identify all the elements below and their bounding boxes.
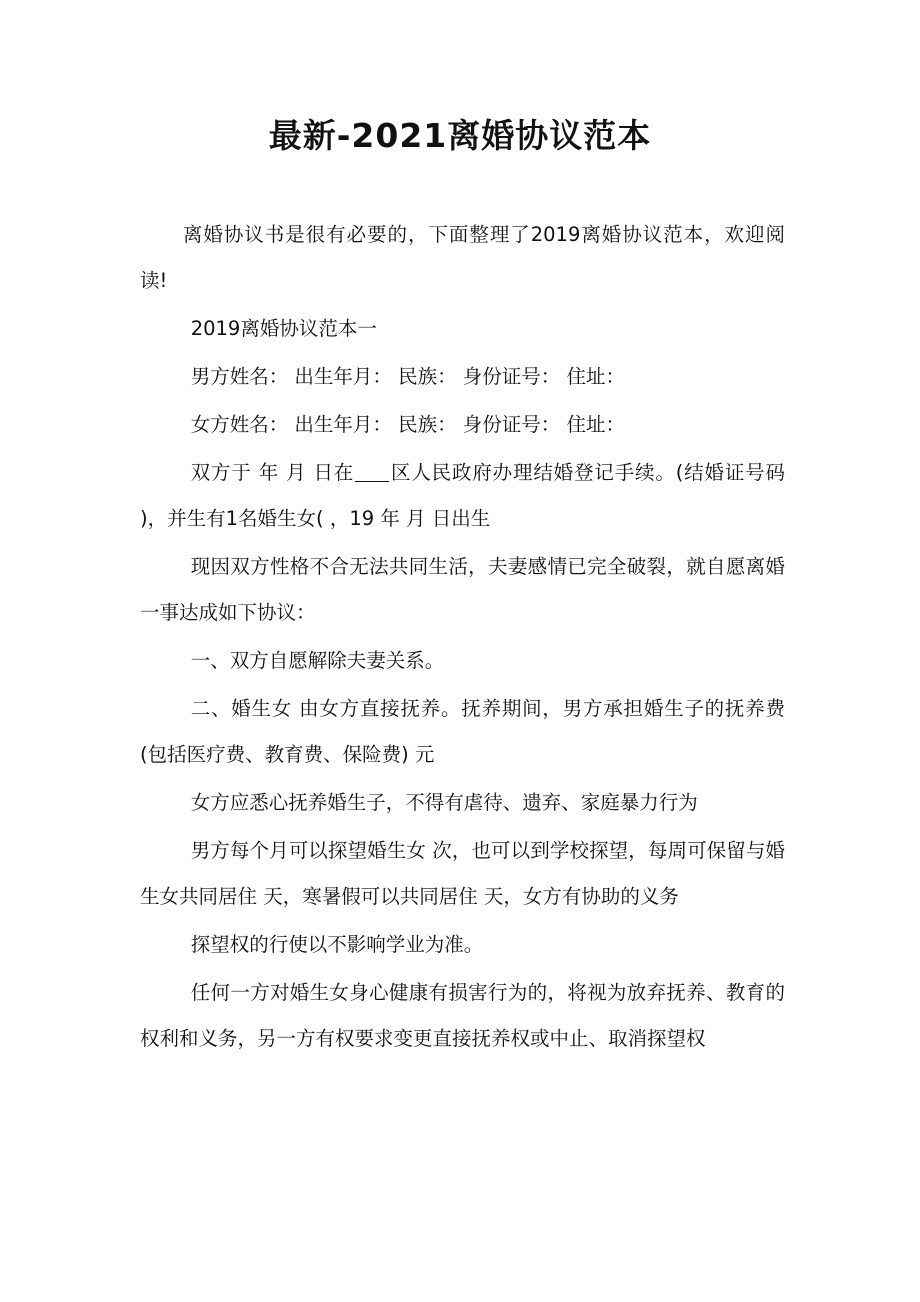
divorce-reason-paragraph: 现因双方性格不合无法共同生活，夫妻感情已完全破裂，就自愿离婚一事达成如下协议： <box>140 555 785 624</box>
husband-info-line: 男方姓名： 出生年月： 民族： 身份证号： 住址： <box>190 365 625 388</box>
marriage-date-prefix: 双方于 年 月 日在 <box>190 461 355 484</box>
section-heading: 2019离婚协议范本一 <box>190 317 377 340</box>
intro-paragraph: 离婚协议书是很有必要的，下面整理了2019离婚协议范本，欢迎阅读! <box>140 223 785 292</box>
visitation-limit-paragraph: 探望权的行使以不影响学业为准。 <box>190 933 484 956</box>
clause-one: 一、双方自愿解除夫妻关系。 <box>190 649 445 672</box>
custody-duty-paragraph: 女方应悉心抚养婚生子，不得有虐待、遗弃、家庭暴力行为 <box>190 791 698 814</box>
district-blank-underline <box>355 462 389 483</box>
custody-revocation-paragraph: 任何一方对婚生女身心健康有损害行为的，将视为放弃抚养、教育的权利和义务，另一方有权要求变更直接抚养权或中止、取消探望权 <box>140 981 785 1050</box>
marriage-registration-text: 区人民政府办理结婚登记手续。(结婚证号码 )，并生有1名婚生女( ，19 年 月 日出生 <box>140 461 785 530</box>
document-body <box>140 212 785 1064</box>
marriage-registration-paragraph <box>140 450 785 542</box>
visitation-paragraph: 男方每个月可以探望婚生女 次，也可以到学校探望，每周可保留与婚生女共同居住 天，寒暑假可以共同居住 天，女方有协助的义务 <box>140 839 785 908</box>
clause-two: 二、婚生女 由女方直接抚养。抚养期间，男方承担婚生子的抚养费(包括医疗费、教育费、保险费) 元 <box>140 697 785 766</box>
document-title: 最新-2021离婚协议范本 <box>268 116 652 155</box>
wife-info-line: 女方姓名： 出生年月： 民族： 身份证号： 住址： <box>190 413 625 436</box>
